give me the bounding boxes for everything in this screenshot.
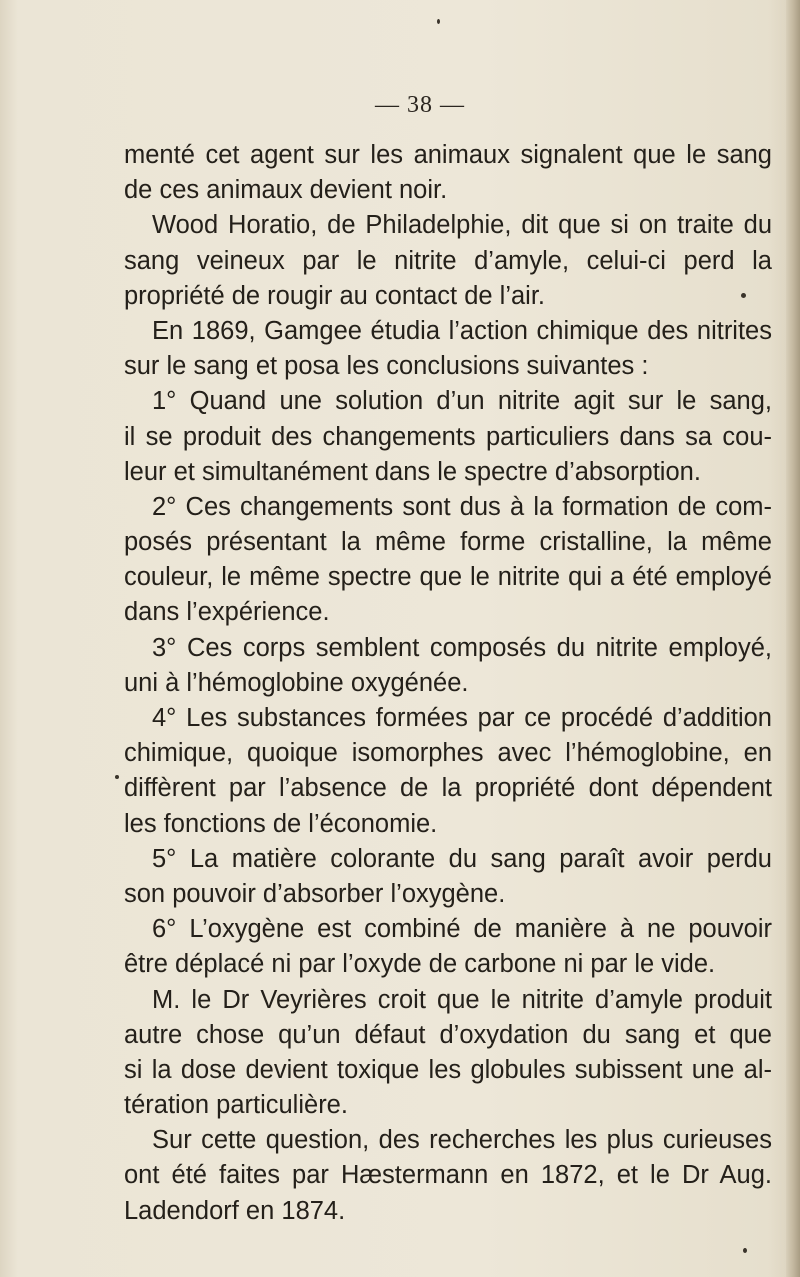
text-line: 5° La matière colorante du sang paraît avoir perdu [152,844,772,873]
text-line: il se produit des changements particuliers dans sa cou- [124,422,772,451]
text-line: les fonctions de l’économie. [124,809,438,838]
text-line: Wood Horatio, de Philadelphie, dit que si on traite du [152,211,772,240]
text-line: 1° Quand une solution d’un nitrite agit sur le sang, [152,387,772,416]
text-line: En 1869, Gamgee étudia l’action chimique des nitrites [152,316,772,345]
text-line: posés présentant la même forme cristalline, la même [124,528,772,557]
text-line: sang veineux par le nitrite d’amyle, celui-ci perd la [124,246,772,275]
ink-speck [115,775,119,779]
text-line: propriété de rougir au contact de l’air. [124,281,545,310]
ink-speck [741,293,746,298]
text-line: tération particulière. [124,1091,348,1120]
page-binding-edge [786,0,800,1277]
text-line: 6° L’oxygène est combiné de manière à ne pouvoir [152,915,772,944]
ink-speck [743,1248,747,1253]
text-line: ont été faites par Hæstermann en 1872, et le Dr Aug. [124,1161,772,1190]
text-line: si la dose devient toxique les globules subissent une al- [124,1055,772,1084]
text-line: dans l’expérience. [124,598,330,627]
text-line: son pouvoir d’absorber l’oxygène. [124,879,506,908]
text-line: leur et simultanément dans le spectre d’absorption. [124,457,701,486]
text-line: autre chose qu’un défaut d’oxydation du sang et que [124,1020,772,1049]
text-line: 4° Les substances formées par ce procédé d’addition [152,704,772,732]
text-line: menté cet agent sur les animaux signalent que le sang [124,141,772,169]
text-line: Sur cette question, des recherches les plus curieuses [152,1126,772,1155]
text-line: uni à l’hémoglobine oxygénée. [124,668,469,697]
page-number: — 38 — [375,92,465,118]
text-line: de ces animaux devient noir. [124,176,448,205]
text-line: M. le Dr Veyrières croit que le nitrite d’amyle produit [152,985,772,1014]
text-line: 2° Ces changements sont dus à la formation de com- [152,492,772,521]
text-line: chimique, quoique isomorphes avec l’hémoglobine, en [124,739,772,768]
text-line: 3° Ces corps semblent composés du nitrite employé, [152,633,772,662]
text-line: sur le sang et posa les conclusions suivantes : [124,352,649,381]
text-line: diffèrent par l’absence de la propriété dont dépendent [124,774,772,803]
body-text [124,138,772,1229]
text-line: être déplacé ni par l’oxyde de carbone ni par le vide. [124,950,716,979]
text-line: couleur, le même spectre que le nitrite qui a été employé [124,563,772,592]
text-line: Ladendorf en 1874. [124,1196,346,1225]
ink-speck [437,19,440,24]
